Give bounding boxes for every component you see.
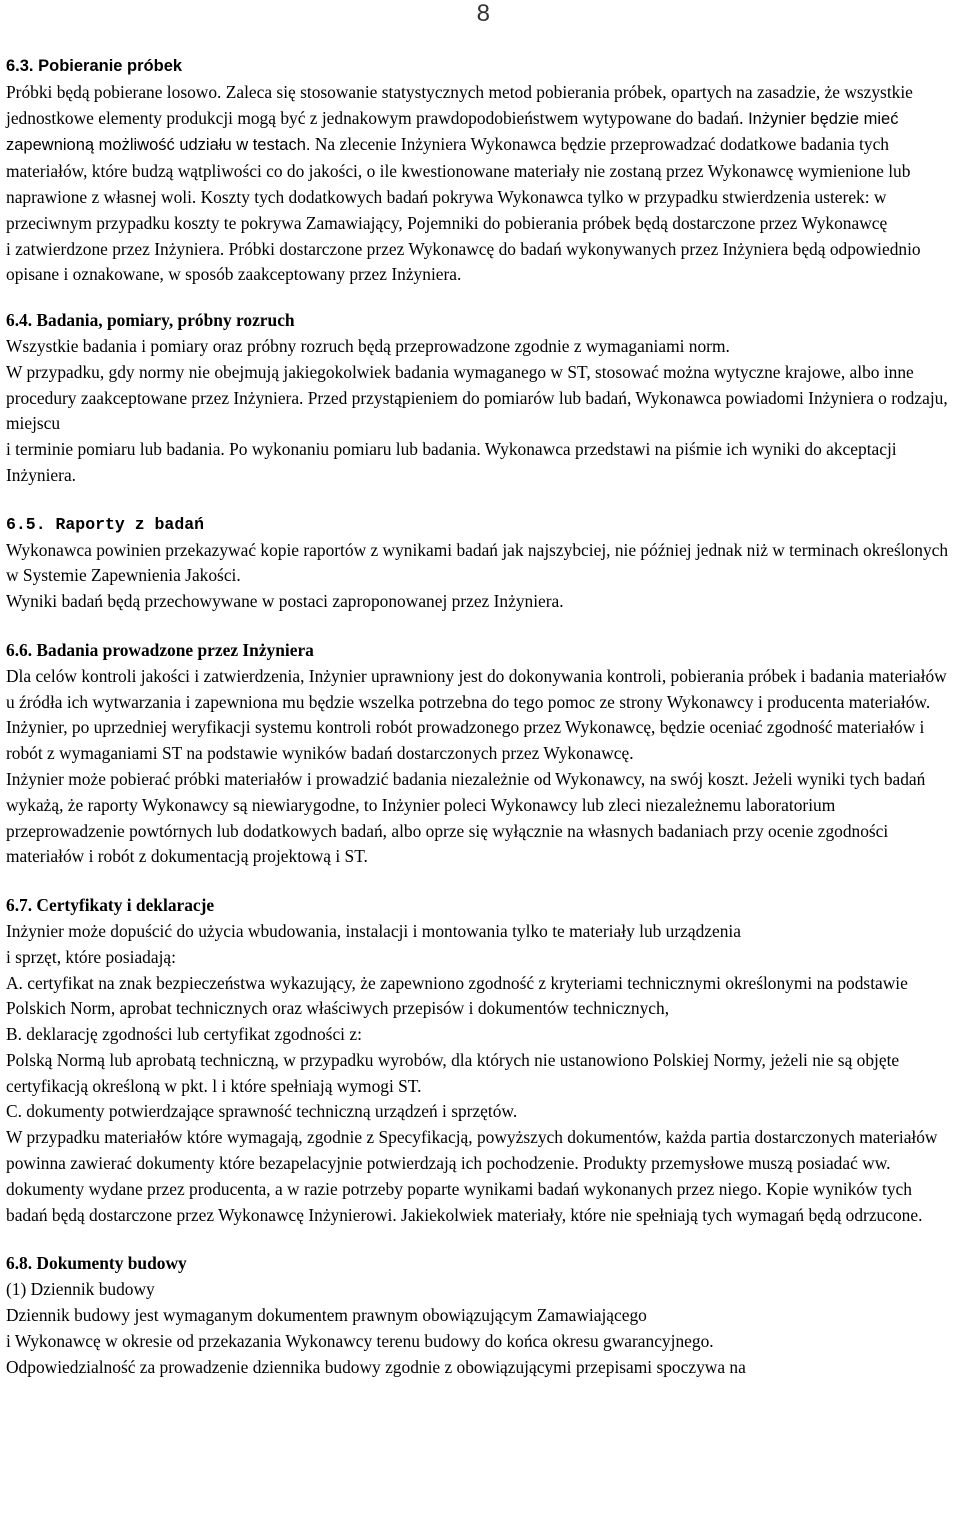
section-6-6 bbox=[6, 638, 956, 870]
list-item-c: C. dokumenty potwierdzające sprawność techniczną urządzeń i sprzętów. bbox=[6, 1101, 518, 1122]
section-6-3 bbox=[6, 54, 956, 288]
section-6-7 bbox=[6, 893, 956, 1228]
section-heading: 6.3. Pobieranie próbek bbox=[6, 57, 183, 75]
section-6-5 bbox=[6, 512, 956, 615]
section-heading: 6.7. Certyfikaty i deklaracje bbox=[6, 895, 215, 916]
paragraph: i Wykonawcę w okresie od przekazania Wykonawcy terenu budowy do końca okresu gwarancyjnego. bbox=[6, 1330, 714, 1351]
paragraph-text: Inżynier będzie mieć zapewnioną możliwość udziału w testach. bbox=[6, 109, 899, 155]
paragraph-text: Na zlecenie Inżyniera Wykonawca będzie przeprowadzać dodatkowe badania tych materiałów, które budzą wątpliwości co do jakości, o ile kwestionowane materiały nie zostaną przez Wykonawcę wymienione lub naprawione z własnej woli. Koszty tych dodatkowych badań pokrywa Wykonawca tylko w przypadku stwierdzenia usterek: w przeciwnym przypadku koszty te pokrywa Zamawiający, Pojemniki do pobierania próbek będą dostarczone przez Wykonawcę bbox=[6, 134, 911, 233]
paragraph: Inżynier może dopuścić do użycia wbudowania, instalacji i montowania tylko te materiały lub urządzenia bbox=[6, 920, 741, 941]
paragraph: Wszystkie badania i pomiary oraz próbny rozruch będą przeprowadzone zgodnie z wymaganiami norm. bbox=[6, 335, 730, 356]
paragraph: Dla celów kontroli jakości i zatwierdzenia, Inżynier uprawniony jest do dokonywania kontroli, pobierania próbek i badania materiałów u źródła ich wytwarzania i zapewniona mu będzie wszelka potrzebna do tego pomoc ze strony Wykonawcy i producenta materiałów. Inżynier, po uprzedniej weryfikacji systemu kontroli robót prowadzonego przez Wykonawcę, będzie oceniać zgodność materiałów i robót z wymaganiami ST na podstawie wyników badań dostarczonych przez Wykonawcę. bbox=[6, 665, 947, 764]
paragraph: i sprzęt, które posiadają: bbox=[6, 946, 176, 967]
document-body bbox=[6, 54, 956, 1403]
paragraph: Polską Normą lub aprobatą techniczną, w przypadku wyrobów, dla których nie ustanowiono Polskiej Normy, jeżeli nie są objęte certyfikacją określoną w pkt. l i które spełniają wymogi ST. bbox=[6, 1049, 900, 1096]
section-6-4 bbox=[6, 308, 956, 489]
paragraph: Wyniki badań będą przechowywane w postaci zaproponowanej przez Inżyniera. bbox=[6, 591, 564, 612]
paragraph: i terminie pomiaru lub badania. Po wykonaniu pomiaru lub badania. Wykonawca przedstawi na piśmie ich wyniki do akceptacji Inżyniera. bbox=[6, 439, 897, 485]
subheading: (1) Dziennik budowy bbox=[6, 1279, 155, 1300]
section-heading: 6.4. Badania, pomiary, próbny rozruch bbox=[6, 310, 295, 331]
paragraph: i zatwierdzone przez Inżyniera. Próbki dostarczone przez Wykonawcę do badań wykonywanych przez Inżyniera będą odpowiednio opisane i oznakowane, w sposób zaakceptowany przez Inżyniera. bbox=[6, 238, 921, 285]
page-number: 8 bbox=[476, 0, 490, 27]
paragraph: Odpowiedzialność za prowadzenie dziennika budowy zgodnie z obowiązującymi przepisami spoczywa na bbox=[6, 1356, 746, 1377]
paragraph: W przypadku materiałów które wymagają, zgodnie z Specyfikacją, powyższych dokumentów, każda partia dostarczonych materiałów powinna zawierać dokumenty które bezapelacyjnie potwierdzają ich pochodzenie. Produkty przemysłowe muszą posiadać ww. dokumenty wydane przez producenta, a w razie potrzeby poparte wynikami badań wykonanych przez niego. Kopie wyników tych badań będą dostarczone przez Wykonawcę Inżynierowi. Jakiekolwiek materiały, które nie spełniają tych wymagań będą odrzucone. bbox=[6, 1127, 938, 1225]
section-heading: 6.6. Badania prowadzone przez Inżyniera bbox=[6, 639, 314, 660]
list-item-b: B. deklarację zgodności lub certyfikat zgodności z: bbox=[6, 1024, 362, 1045]
section-heading: 6.5. Raporty z badań bbox=[6, 514, 205, 534]
list-item-a: A. certyfikat na znak bezpieczeństwa wykazujący, że zapewniono zgodność z kryteriami technicznymi określonymi na podstawie Polskich Norm, aprobat technicznych oraz właściwych przepisów i dokumentów technicznych, bbox=[6, 972, 908, 1019]
paragraph: W przypadku, gdy normy nie obejmują jakiegokolwiek badania wymaganego w ST, stosować można wytyczne krajowe, albo inne procedury zaakceptowane przez Inżyniera. Przed przystąpieniem do pomiarów lub badań, Wykonawca powiadomi Inżyniera o rodzaju, miejscu bbox=[6, 361, 948, 434]
paragraph: Dziennik budowy jest wymaganym dokumentem prawnym obowiązującym Zamawiającego bbox=[6, 1305, 647, 1326]
paragraph bbox=[6, 80, 956, 237]
section-heading: 6.8. Dokumenty budowy bbox=[6, 1253, 187, 1274]
paragraph: Inżynier może pobierać próbki materiałów i prowadzić badania niezależnie od Wykonawcy, na swój koszt. Jeżeli wyniki tych badań wykażą, że raporty Wykonawcy są niewiarygodne, to Inżynier poleci Wykonawcy lub zleci niezależnemu laboratorium przeprowadzenie powtórnych lub dodatkowych badań, albo oprze się wyłącznie na własnych badaniach przy ocenie zgodności materiałów i robót z dokumentacją projektową i ST. bbox=[6, 768, 926, 867]
paragraph: Wykonawca powinien przekazywać kopie raportów z wynikami badań jak najszybciej, nie później jednak niż w terminach określonych w Systemie Zapewnienia Jakości. bbox=[6, 539, 949, 586]
section-6-8 bbox=[6, 1251, 956, 1380]
paragraph-text: Próbki będą pobierane losowo. Zaleca się stosowanie statystycznych metod pobierania próbek, opartych na zasadzie, że wszystkie jednostkowe elementy produkcji mogą być z jednakowym prawdopodobieństwem wytypowane do badań. bbox=[6, 81, 913, 128]
